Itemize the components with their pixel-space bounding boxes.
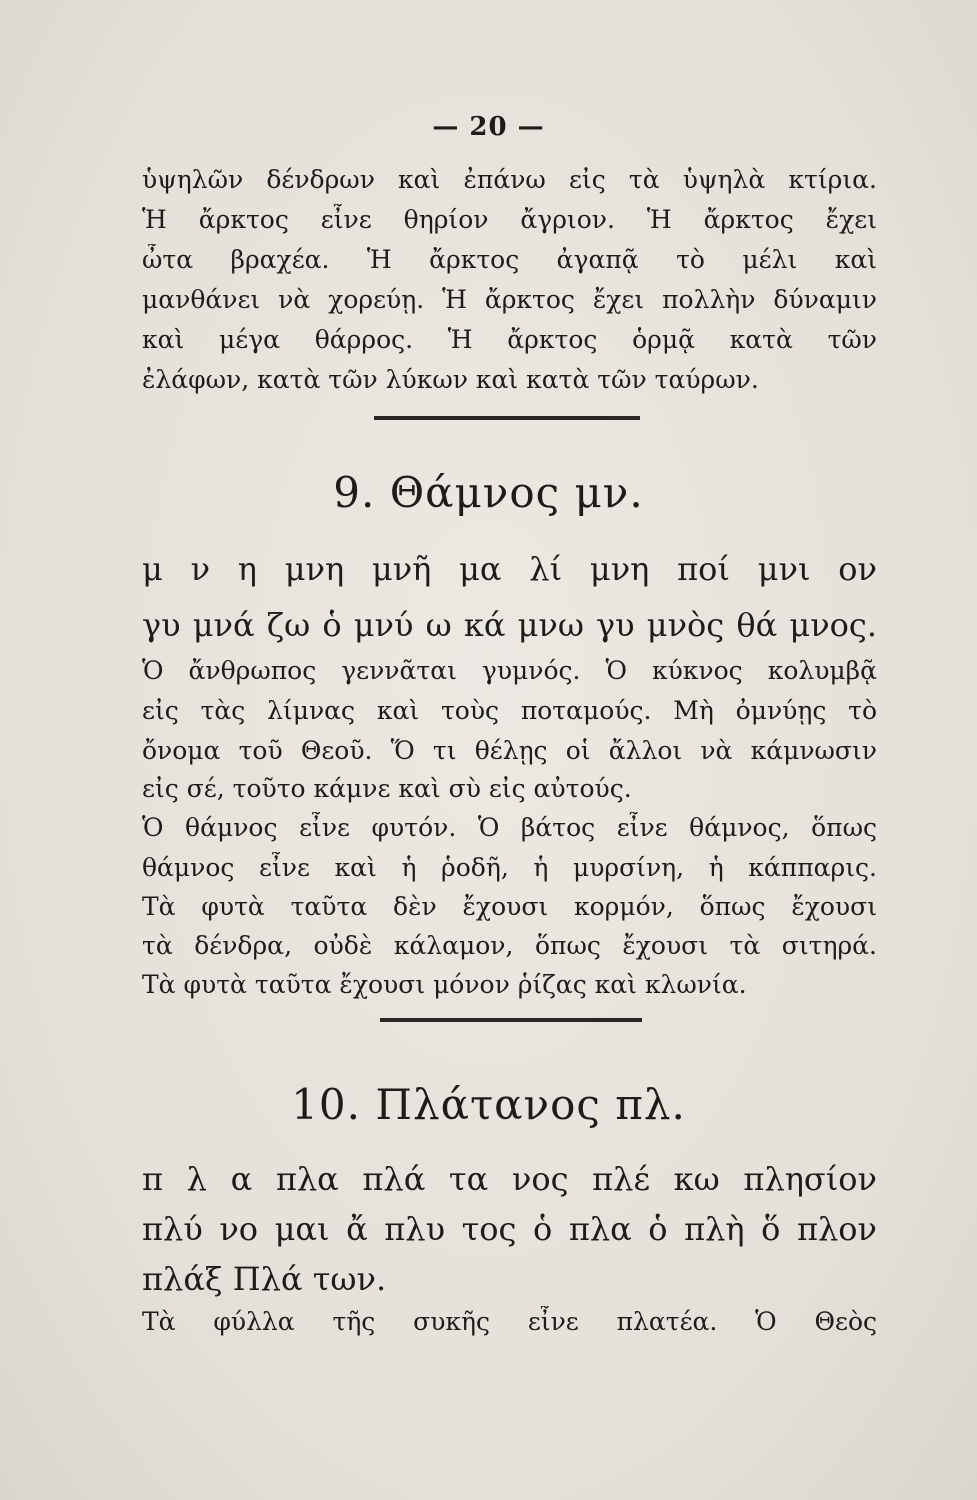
text-line: Ἡ ἄρκτος εἶνε θηρίον ἄγριον. Ἡ ἄρκτος ἔχει [142,205,877,234]
lesson-heading-10: 10. Πλάτανος πλ. [291,1080,686,1129]
text-line: Τὰ φυτὰ ταῦτα δὲν ἔχουσι κορμόν, ὅπως ἔχουσι [142,892,877,921]
text-line: ἐλάφων, κατὰ τῶν λύκων καὶ κατὰ τῶν ταύρων. [142,365,759,394]
syllable-line: πλάξ Πλά των. [142,1260,387,1298]
text-line: θάμνος εἶνε καὶ ἡ ῥοδῆ, ἡ μυρσίνη, ἡ κάππαρις. [142,853,877,882]
page-number: — 20 — [432,112,545,142]
text-line: Τὰ φύλλα τῆς συκῆς εἶνε πλατέα. Ὁ Θεὸς [142,1307,877,1336]
text-line: ὄνομα τοῦ Θεοῦ. Ὅ τι θέλῃς οἱ ἄλλοι νὰ κάμνωσιν [142,736,877,765]
syllable-line: π λ α πλα πλά τα νος πλέ κω πλησίον [142,1160,877,1198]
text-line: Ὁ θάμνος εἶνε φυτόν. Ὁ βάτος εἶνε θάμνος, ὅπως [142,813,877,842]
text-line: καὶ μέγα θάρρος. Ἡ ἄρκτος ὁρμᾷ κατὰ τῶν [142,325,877,354]
syllable-line: μ ν η μνη μνῆ μα λί μνη ποί μνι ον [142,550,877,588]
text-line: Τὰ φυτὰ ταῦτα ἔχουσι μόνον ῥίζας καὶ κλωνία. [142,970,747,999]
lesson-heading-9: 9. Θάμνος μν. [333,468,644,517]
text-line: ὑψηλῶν δένδρων καὶ ἐπάνω εἰς τὰ ὑψηλὰ κτίρια. [142,165,877,194]
section-divider [374,416,640,420]
text-line: μανθάνει νὰ χορεύῃ. Ἡ ἄρκτος ἔχει πολλὴν δύναμιν [142,285,877,314]
syllable-line: πλύ νο μαι ἄ πλυ τος ὁ πλα ὁ πλὴ ὅ πλον [142,1210,877,1248]
syllable-line: γυ μνά ζω ὁ μνύ ω κά μνω γυ μνὸς θά μνος. [142,606,877,644]
text-line: εἰς σέ, τοῦτο κάμνε καὶ σὺ εἰς αὐτούς. [142,774,632,803]
text-line: Ὁ ἄνθρωπος γεννᾶται γυμνός. Ὁ κύκνος κολυμβᾷ [142,656,877,685]
text-line: εἰς τὰς λίμνας καὶ τοὺς ποταμούς. Μὴ ὀμνύῃς τὸ [142,696,877,725]
text-line: ὦτα βραχέα. Ἡ ἄρκτος ἀγαπᾷ τὸ μέλι καὶ [142,245,877,274]
section-divider [380,1018,642,1022]
text-line: τὰ δένδρα, οὐδὲ κάλαμον, ὅπως ἔχουσι τὰ σιτηρά. [142,931,877,960]
